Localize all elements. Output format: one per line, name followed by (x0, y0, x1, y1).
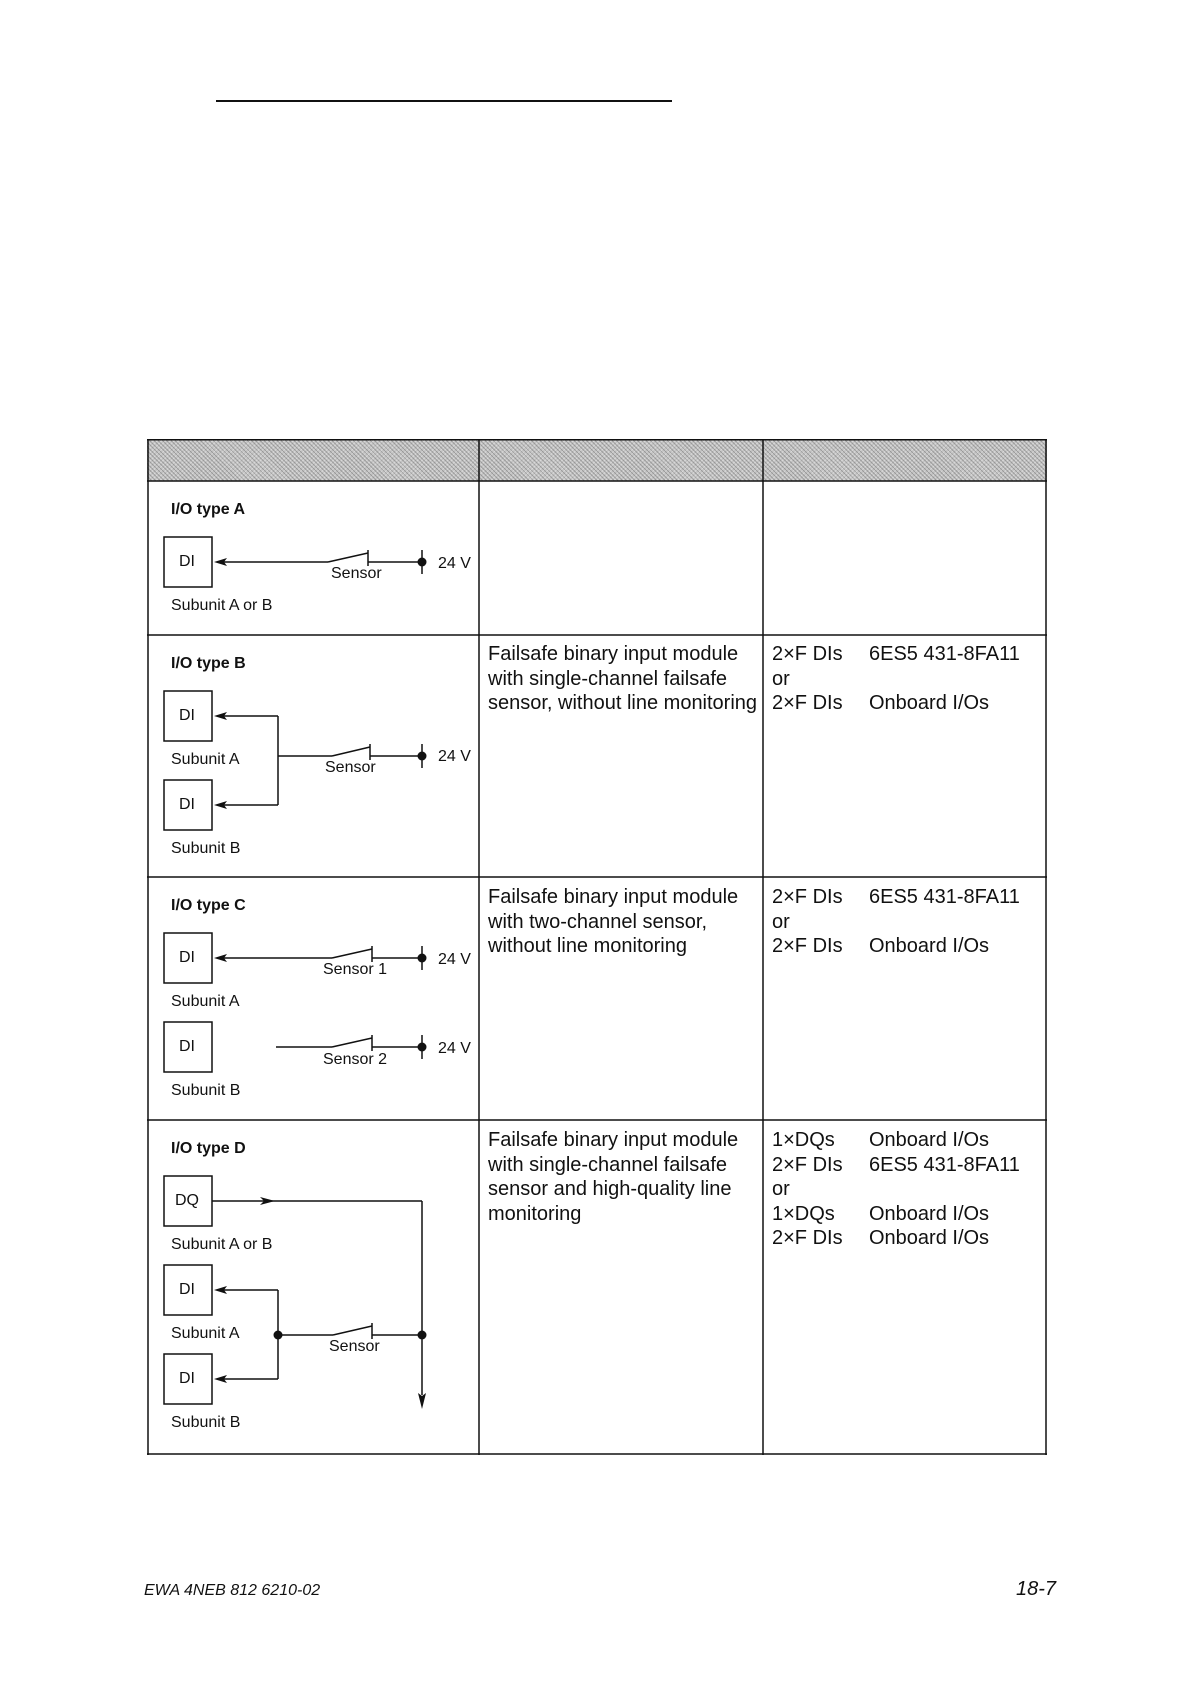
sensor-label: Sensor (331, 565, 382, 582)
voltage-label: 24 V (438, 748, 471, 765)
subunit-a-label: Subunit A (171, 993, 240, 1010)
subunit-label: Subunit A or B (171, 597, 273, 614)
quantity: 2×F DIs (772, 1227, 843, 1249)
dq-label: DQ (175, 1192, 199, 1209)
order-number: Onboard I/Os (869, 1202, 990, 1225)
order-code-row (772, 1153, 1042, 1178)
row-b-diagram (147, 635, 479, 877)
quantity: 2×F DIs (772, 643, 843, 665)
di-label: DI (179, 1038, 195, 1055)
io-type-c-title: I/O type C (171, 897, 246, 914)
document-id: EWA 4NEB 812 6210-02 (144, 1582, 321, 1599)
io-type-table (147, 439, 1047, 1455)
io-type-a-title: I/O type A (171, 501, 246, 518)
order-code-row (772, 667, 1042, 692)
subunit-a-label: Subunit A (171, 1325, 240, 1342)
order-code-row (772, 910, 1042, 935)
io-type-d-title: I/O type D (171, 1140, 246, 1157)
order-number: Onboard I/Os (869, 692, 990, 714)
quantity: 2×F DIs (772, 1153, 843, 1176)
order-code-row (772, 691, 1042, 716)
di-label: DI (179, 707, 195, 724)
row-d-description: Failsafe binary input module with single-channel failsafe sensor and high-quality line monitoring (488, 1129, 739, 1225)
voltage-label: 24 V (438, 951, 471, 968)
subunit-b-label: Subunit B (171, 1414, 241, 1431)
subunit-b-label: Subunit B (171, 1082, 241, 1099)
row-a-diagram (147, 481, 479, 635)
row-b-description: Failsafe binary input module with single-channel failsafe sensor, without line monitoring (488, 643, 758, 714)
row-d-order-codes (772, 1128, 1042, 1251)
order-number: Onboard I/Os (869, 1227, 990, 1249)
order-code-row (772, 885, 1042, 910)
order-number: 6ES5 431-8FA11 (869, 1153, 1020, 1176)
subunit-a-label: Subunit A (171, 751, 240, 768)
di-label: DI (179, 949, 195, 966)
page-number: 18-7 (1016, 1578, 1057, 1600)
io-type-b-title: I/O type B (171, 655, 246, 672)
quantity: or (772, 1178, 790, 1200)
quantity: 1×DQs (772, 1202, 835, 1225)
quantity: 1×DQs (772, 1129, 835, 1151)
quantity: 2×F DIs (772, 935, 843, 957)
sensor-label: Sensor (325, 759, 376, 776)
row-c-diagram (147, 877, 479, 1120)
quantity: 2×F DIs (772, 692, 843, 714)
di-label: DI (179, 796, 195, 813)
row-c-order-codes (772, 885, 1042, 959)
subunit-dq-label: Subunit A or B (171, 1236, 273, 1253)
sensor-1-label: Sensor 1 (323, 961, 388, 978)
voltage-label: 24 V (438, 1040, 471, 1057)
top-rule (216, 100, 672, 102)
order-code-row (772, 1202, 1042, 1227)
order-code-row (772, 642, 1042, 667)
sensor-2-label: Sensor 2 (323, 1051, 388, 1068)
order-number: Onboard I/Os (869, 935, 990, 957)
di-label: DI (179, 553, 195, 570)
order-code-row (772, 1226, 1042, 1251)
voltage-label: 24 V (438, 555, 471, 572)
row-d-diagram (147, 1120, 479, 1454)
order-code-row (772, 1177, 1042, 1202)
di-label: DI (179, 1281, 195, 1298)
row-b-order-codes (772, 642, 1042, 716)
sensor-label: Sensor (329, 1338, 380, 1355)
order-number: Onboard I/Os (869, 1129, 990, 1151)
order-number: 6ES5 431-8FA11 (869, 643, 1020, 665)
order-code-row (772, 934, 1042, 959)
di-label: DI (179, 1370, 195, 1387)
order-number: 6ES5 431-8FA11 (869, 886, 1020, 908)
quantity: or (772, 910, 790, 933)
order-code-row (772, 1128, 1042, 1153)
row-c-description: Failsafe binary input module with two-channel sensor, without line monitoring (488, 886, 739, 957)
quantity: or (772, 667, 790, 690)
quantity: 2×F DIs (772, 886, 843, 908)
subunit-b-label: Subunit B (171, 840, 241, 857)
